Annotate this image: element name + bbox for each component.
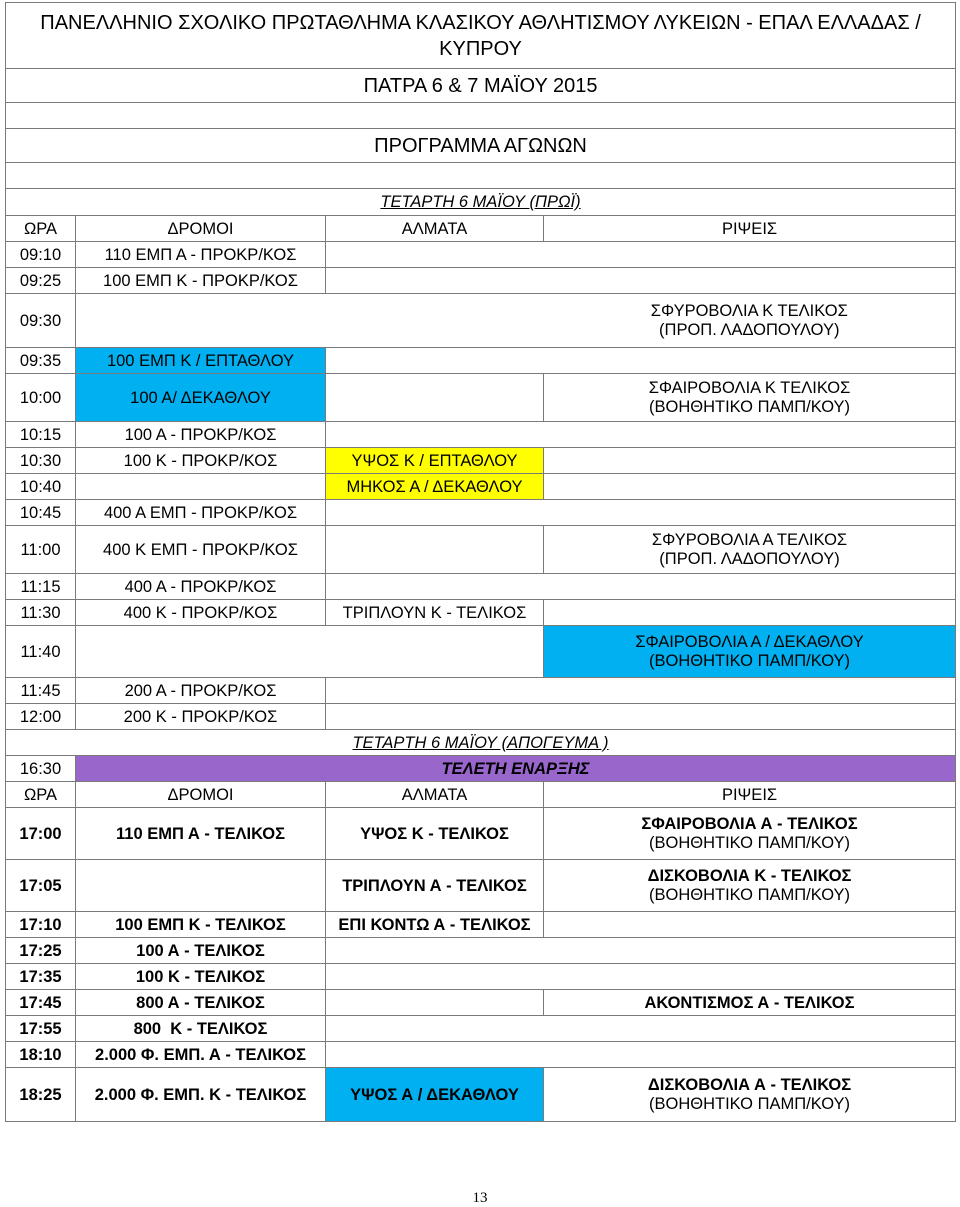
track-cell: 2.000 Φ. ΕΜΠ. Α - ΤΕΛΙΚΟΣ <box>76 1042 326 1068</box>
empty-cell <box>326 242 956 268</box>
table-row <box>6 268 956 294</box>
time-cell: 16:30 <box>6 756 76 782</box>
empty-cell <box>326 704 956 730</box>
table-row <box>6 860 956 912</box>
table-row <box>6 500 956 526</box>
empty-cell <box>544 448 956 474</box>
throws-cell <box>544 374 956 422</box>
col-time-header: ΩΡΑ <box>6 216 76 242</box>
time-cell: 09:30 <box>6 294 76 348</box>
empty-cell <box>326 526 544 574</box>
time-cell: 10:40 <box>6 474 76 500</box>
track-cell: 2.000 Φ. ΕΜΠ. Κ - ΤΕΛΙΚΟΣ <box>76 1068 326 1122</box>
table-row <box>6 704 956 730</box>
title-line-2: ΚΥΠΡΟΥ <box>439 37 522 60</box>
empty-cell <box>76 474 326 500</box>
track-cell: 200 Κ - ΠΡΟΚΡ/ΚΟΣ <box>76 704 326 730</box>
table-row <box>6 422 956 448</box>
table-row <box>6 808 956 860</box>
track-cell: 110 ΕΜΠ Α - ΠΡΟΚΡ/ΚΟΣ <box>76 242 326 268</box>
schedule-table <box>5 2 956 1122</box>
empty-cell <box>326 678 956 704</box>
throws-event: ΣΦΑΙΡΟΒΟΛΙΑ Κ ΤΕΛΙΚΟΣ <box>648 378 851 397</box>
track-cell: 400 Α ΕΜΠ - ΠΡΟΚΡ/ΚΟΣ <box>76 500 326 526</box>
blank-row <box>6 163 956 189</box>
throws-event: ΣΦΥΡΟΒΟΛΙΑ Κ ΤΕΛΙΚΟΣ <box>650 301 848 320</box>
track-cell: 200 Α - ΠΡΟΚΡ/ΚΟΣ <box>76 678 326 704</box>
empty-cell <box>326 374 544 422</box>
table-row <box>6 678 956 704</box>
jumps-cell: ΕΠΙ ΚΟΝΤΩ Α - ΤΕΛΙΚΟΣ <box>326 912 544 938</box>
jumps-cell: ΥΨΟΣ Α / ΔΕΚΑΘΛΟΥ <box>326 1068 544 1122</box>
track-cell: 100 Α - ΤΕΛΙΚΟΣ <box>76 938 326 964</box>
track-cell: 100 Κ - ΠΡΟΚΡ/ΚΟΣ <box>76 448 326 474</box>
throws-note: (ΠΡΟΠ. ΛΑΔΟΠΟΥΛΟΥ) <box>659 320 840 339</box>
throws-cell <box>544 1068 956 1122</box>
table-row <box>6 1016 956 1042</box>
time-cell: 09:35 <box>6 348 76 374</box>
track-cell: 100 ΕΜΠ Κ - ΠΡΟΚΡ/ΚΟΣ <box>76 268 326 294</box>
jumps-cell: ΥΨΟΣ Κ / ΕΠΤΑΘΛΟΥ <box>326 448 544 474</box>
table-row <box>6 912 956 938</box>
throws-cell <box>544 526 956 574</box>
col-jumps-header: ΑΛΜΑΤΑ <box>326 216 544 242</box>
place-date: ΠΑΤΡΑ 6 & 7 ΜΑΪΟΥ 2015 <box>6 69 956 103</box>
track-cell: 400 Κ - ΠΡΟΚΡ/ΚΟΣ <box>76 600 326 626</box>
throws-note: (ΒΟΗΘΗΤΙΚΟ ΠΑΜΠ/ΚΟΥ) <box>649 885 851 904</box>
empty-cell <box>326 964 956 990</box>
table-row <box>6 574 956 600</box>
col-track-header: ΔΡΟΜΟΙ <box>76 782 326 808</box>
table-row <box>6 448 956 474</box>
col-throws-header: ΡΙΨΕΙΣ <box>544 216 956 242</box>
throws-cell <box>544 626 956 678</box>
table-row <box>6 626 956 678</box>
track-cell: 100 ΕΜΠ Κ - ΤΕΛΙΚΟΣ <box>76 912 326 938</box>
table-row <box>6 1042 956 1068</box>
time-cell: 18:10 <box>6 1042 76 1068</box>
track-cell: 400 Α - ΠΡΟΚΡ/ΚΟΣ <box>76 574 326 600</box>
time-cell: 11:15 <box>6 574 76 600</box>
throws-note: (ΒΟΗΘΗΤΙΚΟ ΠΑΜΠ/ΚΟΥ) <box>649 833 851 852</box>
throws-event: ΣΦΑΙΡΟΒΟΛΙΑ Α / ΔΕΚΑΘΛΟΥ <box>635 632 864 651</box>
time-cell: 12:00 <box>6 704 76 730</box>
time-cell: 17:05 <box>6 860 76 912</box>
jumps-cell: ΜΗΚΟΣ Α / ΔΕΚΑΘΛΟΥ <box>326 474 544 500</box>
track-cell: 100 Α/ ΔΕΚΑΘΛΟΥ <box>76 374 326 422</box>
blank-row <box>6 103 956 129</box>
throws-cell: ΑΚΟΝΤΙΣΜΟΣ Α - ΤΕΛΙΚΟΣ <box>544 990 956 1016</box>
track-cell: 800 Κ - ΤΕΛΙΚΟΣ <box>76 1016 326 1042</box>
throws-note: (ΒΟΗΘΗΤΙΚΟ ΠΑΜΠ/ΚΟΥ) <box>649 1094 851 1113</box>
ceremony-row <box>6 756 956 782</box>
time-cell: 10:45 <box>6 500 76 526</box>
throws-event: ΔΙΣΚΟΒΟΛΙΑ Κ - ΤΕΛΙΚΟΣ <box>647 866 852 885</box>
col-jumps-header: ΑΛΜΑΤΑ <box>326 782 544 808</box>
throws-event: ΔΙΣΚΟΒΟΛΙΑ Α - ΤΕΛΙΚΟΣ <box>647 1075 852 1094</box>
jumps-cell: ΥΨΟΣ Κ - ΤΕΛΙΚΟΣ <box>326 808 544 860</box>
throws-note: (ΒΟΗΘΗΤΙΚΟ ΠΑΜΠ/ΚΟΥ) <box>649 397 851 416</box>
time-cell: 17:10 <box>6 912 76 938</box>
empty-cell <box>76 294 544 348</box>
empty-cell <box>326 990 544 1016</box>
table-row <box>6 526 956 574</box>
empty-cell <box>76 626 544 678</box>
table-row <box>6 1068 956 1122</box>
throws-note: (ΒΟΗΘΗΤΙΚΟ ΠΑΜΠ/ΚΟΥ) <box>649 651 851 670</box>
jumps-cell: ΤΡΙΠΛΟΥΝ Κ - ΤΕΛΙΚΟΣ <box>326 600 544 626</box>
throws-event: ΣΦΑΙΡΟΒΟΛΙΑ Α - ΤΕΛΙΚΟΣ <box>641 814 858 833</box>
track-cell: 800 Α - ΤΕΛΙΚΟΣ <box>76 990 326 1016</box>
page-number: 13 <box>472 1190 488 1206</box>
time-cell: 17:00 <box>6 808 76 860</box>
empty-cell <box>326 574 956 600</box>
time-cell: 18:25 <box>6 1068 76 1122</box>
page-title <box>6 3 956 69</box>
column-header-row <box>6 782 956 808</box>
empty-cell <box>326 348 956 374</box>
table-row <box>6 348 956 374</box>
empty-cell <box>326 268 956 294</box>
table-row <box>6 242 956 268</box>
throws-event: ΣΦΥΡΟΒΟΛΙΑ Α ΤΕΛΙΚΟΣ <box>651 530 848 549</box>
empty-cell <box>326 422 956 448</box>
jumps-cell: ΤΡΙΠΛΟΥΝ Α - ΤΕΛΙΚΟΣ <box>326 860 544 912</box>
morning-heading: ΤΕΤΑΡΤΗ 6 ΜΑΪΟΥ (ΠΡΩΪ) <box>6 189 956 216</box>
time-cell: 17:35 <box>6 964 76 990</box>
empty-cell <box>544 474 956 500</box>
throws-cell <box>544 808 956 860</box>
time-cell: 17:55 <box>6 1016 76 1042</box>
throws-note: (ΠΡΟΠ. ΛΑΔΟΠΟΥΛΟΥ) <box>659 549 840 568</box>
title-row <box>6 3 956 69</box>
time-cell: 10:30 <box>6 448 76 474</box>
empty-cell <box>326 1042 956 1068</box>
col-track-header: ΔΡΟΜΟΙ <box>76 216 326 242</box>
afternoon-heading: ΤΕΤΑΡΤΗ 6 ΜΑΪΟΥ (ΑΠΟΓΕΥΜΑ ) <box>6 730 956 756</box>
empty-cell <box>326 938 956 964</box>
table-row <box>6 374 956 422</box>
time-cell: 11:45 <box>6 678 76 704</box>
time-cell: 10:15 <box>6 422 76 448</box>
time-cell: 09:25 <box>6 268 76 294</box>
title-line-1: ΠΑΝΕΛΛΗΝΙΟ ΣΧΟΛΙΚΟ ΠΡΩΤΑΘΛΗΜΑ ΚΛΑΣΙΚΟΥ ΑΘΛΗΤΙΣΜΟΥ ΛΥΚΕΙΩΝ - ΕΠΑΛ ΕΛΛΑΔΑΣ / <box>40 11 921 34</box>
empty-cell <box>544 600 956 626</box>
table-row <box>6 990 956 1016</box>
col-throws-header: ΡΙΨΕΙΣ <box>544 782 956 808</box>
opening-ceremony: ΤΕΛΕΤΗ ΕΝΑΡΞΗΣ <box>76 756 956 782</box>
track-cell: 100 Α - ΠΡΟΚΡ/ΚΟΣ <box>76 422 326 448</box>
throws-cell <box>544 294 956 348</box>
table-row <box>6 600 956 626</box>
throws-cell <box>544 860 956 912</box>
column-header-row <box>6 216 956 242</box>
empty-cell <box>326 1016 956 1042</box>
empty-cell <box>326 500 956 526</box>
time-cell: 11:00 <box>6 526 76 574</box>
table-row <box>6 294 956 348</box>
time-cell: 17:25 <box>6 938 76 964</box>
track-cell: 100 Κ - ΤΕΛΙΚΟΣ <box>76 964 326 990</box>
time-cell: 11:40 <box>6 626 76 678</box>
track-cell: 100 ΕΜΠ Κ / ΕΠΤΑΘΛΟΥ <box>76 348 326 374</box>
table-row <box>6 938 956 964</box>
time-cell: 09:10 <box>6 242 76 268</box>
time-cell: 17:45 <box>6 990 76 1016</box>
empty-cell <box>76 860 326 912</box>
empty-cell <box>544 912 956 938</box>
table-row <box>6 474 956 500</box>
col-time-header: ΩΡΑ <box>6 782 76 808</box>
table-row <box>6 964 956 990</box>
track-cell: 110 ΕΜΠ Α - ΤΕΛΙΚΟΣ <box>76 808 326 860</box>
track-cell: 400 Κ ΕΜΠ - ΠΡΟΚΡ/ΚΟΣ <box>76 526 326 574</box>
time-cell: 11:30 <box>6 600 76 626</box>
time-cell: 10:00 <box>6 374 76 422</box>
program-title: ΠΡΟΓΡΑΜΜΑ ΑΓΩΝΩΝ <box>6 129 956 163</box>
